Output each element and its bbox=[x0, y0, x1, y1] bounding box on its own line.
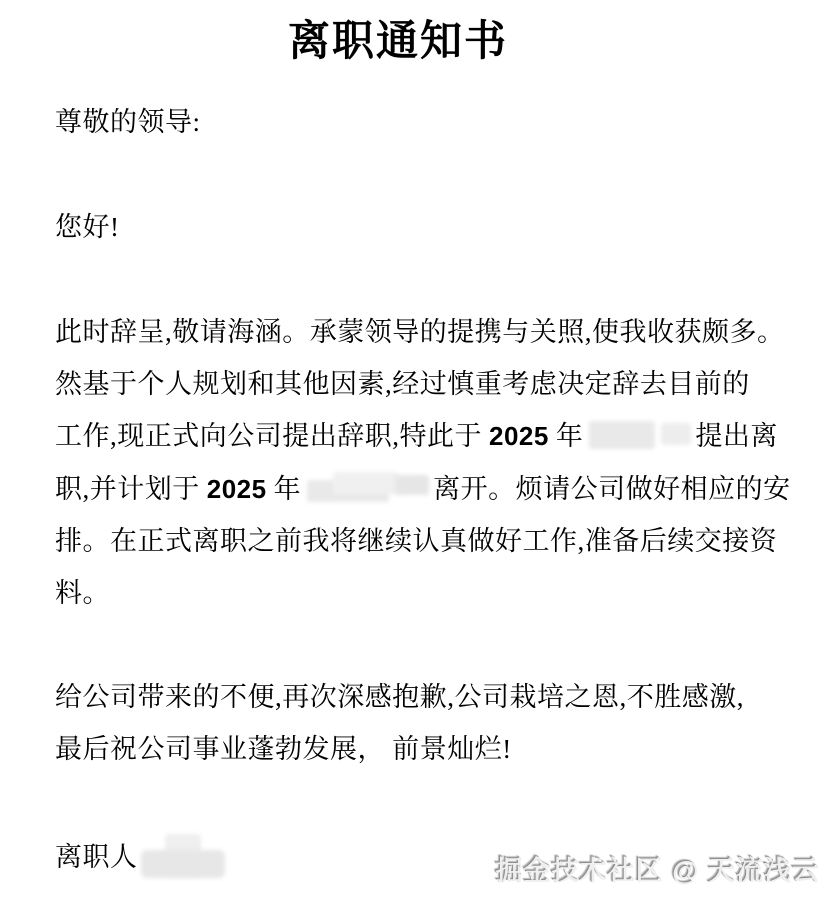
blur-patch bbox=[141, 850, 225, 878]
year-unit: 年 bbox=[273, 474, 302, 504]
salutation: 尊敬的领导: bbox=[55, 107, 201, 137]
body-line-6: 料。 bbox=[55, 578, 110, 608]
document-title: 离职通知书 bbox=[287, 19, 508, 65]
year-unit: 年 bbox=[555, 421, 584, 451]
body-line-7: 给公司带来的不便,再次深感抱歉,公司栽培之恩,不胜感激, bbox=[55, 682, 744, 712]
year-value: 2025 bbox=[206, 474, 267, 504]
redacted-date-1 bbox=[589, 419, 693, 451]
greeting: 您好! bbox=[55, 212, 120, 242]
blur-patch bbox=[661, 423, 691, 445]
year-value: 2025 bbox=[489, 421, 549, 451]
body-line-4 bbox=[55, 471, 791, 507]
body-line-1: 此时辞呈,敬请海涵。承蒙领导的提携与关照,使我收获颇多。 bbox=[55, 317, 785, 347]
body-line-5: 排。在正式离职之前我将继续认真做好工作,准备后续交接资 bbox=[55, 526, 778, 556]
redacted-signature bbox=[141, 834, 225, 880]
blur-patch bbox=[395, 475, 429, 495]
redacted-date-2 bbox=[307, 472, 429, 504]
body-line-3 bbox=[55, 418, 778, 454]
watermark: 掘金技术社区 @ 天流浅云 bbox=[495, 856, 820, 886]
blur-patch bbox=[589, 421, 655, 449]
body-text: 职,并计划于 bbox=[55, 474, 200, 504]
body-text: 提出离 bbox=[695, 421, 778, 451]
body-text: 工作,现正式向公司提出辞职,特此于 bbox=[55, 421, 482, 451]
body-line-8: 最后祝公司事业蓬勃发展， 前景灿烂! bbox=[55, 734, 512, 764]
signature-label: 离职人 bbox=[55, 842, 138, 872]
blur-patch bbox=[333, 472, 399, 494]
body-line-2: 然基于个人规划和其他因素,经过慎重考虑决定辞去目前的 bbox=[55, 369, 750, 399]
body-text: 离开。烦请公司做好相应的安 bbox=[433, 474, 791, 504]
